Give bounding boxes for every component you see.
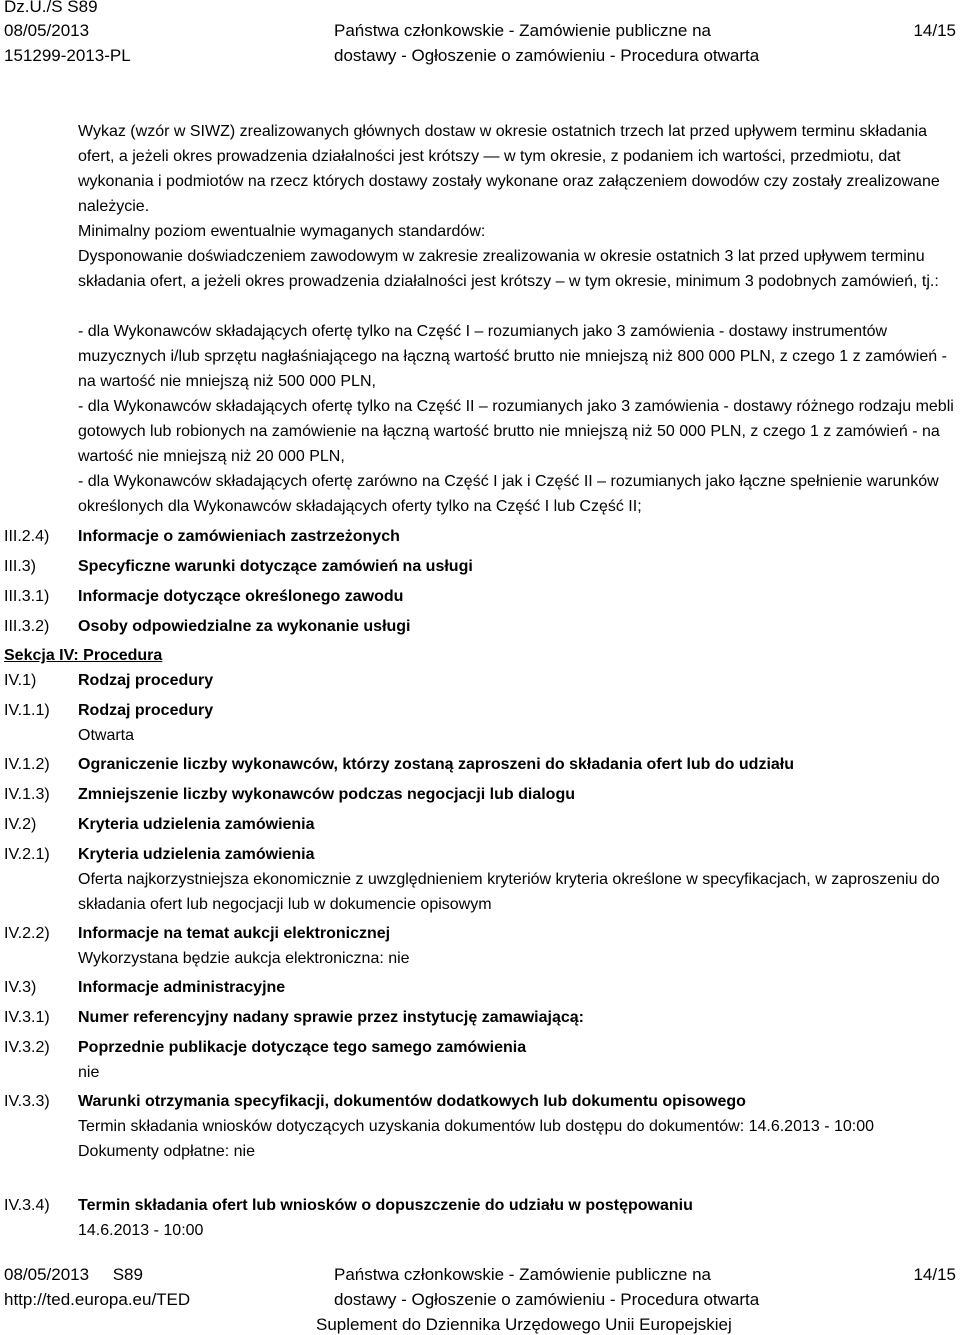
item-value: Termin składania wniosków dotyczących uzyskania dokumentów lub dostępu do dokumentów: 14.6.2013 - 10:00 [78,1118,875,1135]
intro-paragraph-3: Dysponowanie doświadczeniem zawodowym w zakresie zrealizowania w okresie ostatnich 3 lat przed upływem terminu składania ofert, a jeżeli okres prowadzenia działalności jest krótszy – w tym okresie, minimum 3 podobnych zamówień, tj.: [78,248,939,290]
intro-paragraph-5: - dla Wykonawców składających ofertę tylko na Część II – rozumianych jako 3 zamówienia - dostawy różnego rodzaju mebli gotowych lub robionych na zamówienie na łączną wartość brutto nie mniejszą niż 50 000 PLN, z czego 1 z zamówień - na wartość nie mniejszą niż 20 000 PLN, [78,398,954,465]
item-content [78,921,954,971]
intro-paragraph-1: Wykaz (wzór w SIWZ) zrealizowanych głównych dostaw w okresie ostatnich trzech lat przed upływem terminu składania ofert, a jeżeli okres prowadzenia działalności jest krótszy — w tym okresie, z podaniem ich wartości, przedmiotu, dat wykonania i podmiotów na rzecz których dostawy zostały wykonane oraz załączeniem dowodów czy zostały zrealizowane należycie. [78,123,940,215]
header-date: 08/05/2013 [4,21,90,40]
item-title: Termin składania ofert lub wniosków o dopuszczenie do udziału w postępowaniu [78,1197,693,1214]
footer-title-line2: dostawy - Ogłoszenie o zamówieniu - Procedura otwarta [334,1290,760,1309]
item-title: Ograniczenie liczby wykonawców, którzy zostaną zaproszeni do składania ofert lub do udziału [78,756,794,773]
item-content [78,1089,954,1164]
item-title: Rodzaj procedury [78,702,214,719]
intro-paragraph-6: - dla Wykonawców składających ofertę zarówno na Część I jak i Część II – rozumianych jako łączne spełnienie warunków określonych dla Wykonawców składających oferty tylko na Część I lub Część II; [78,473,939,515]
page-header [0,0,960,70]
footer-url[interactable]: http://ted.europa.eu/TED [4,1290,191,1309]
item-number: IV.1) [4,672,37,689]
item-title: Rodzaj procedury [78,672,214,689]
item-value: 14.6.2013 - 10:00 [78,1222,204,1239]
item-title: Osoby odpowiedzialne za wykonanie usługi [78,618,411,635]
item-content [78,1193,954,1243]
item-number: III.3.1) [4,588,50,605]
item-content [78,842,954,917]
item-number: IV.1.2) [4,756,50,773]
item-title: Poprzednie publikacje dotyczące tego samego zamówienia [78,1039,527,1056]
page-footer [0,1262,960,1332]
item-title: Informacje o zamówieniach zastrzeżonych [78,528,400,545]
item-value: Wykorzystana będzie aukcja elektroniczna: nie [78,950,410,967]
intro-paragraph-2: Minimalny poziom ewentualnie wymaganych standardów: [78,223,486,240]
item-number: IV.1.3) [4,786,50,803]
footer-supplement: Suplement do Dziennika Urzędowego Unii Europejskiej [316,1315,732,1334]
item-value: Otwarta [78,727,135,744]
intro-paragraph-4: - dla Wykonawców składających ofertę tylko na Część I – rozumianych jako 3 zamówienia - dostawy instrumentów muzycznych i/lub sprzętu nagłaśniającego na łączną wartość brutto nie mniejszą niż 800 000 PLN, z czego 1 z zamówień - na wartość nie mniejszą niż 500 000 PLN, [78,323,947,390]
header-title-line1: Państwa członkowskie - Zamówienie publiczne na [334,21,712,40]
item-number: IV.2.1) [4,846,50,863]
item-number: III.3.2) [4,618,50,635]
item-value: nie [78,1064,100,1081]
item-title: Warunki otrzymania specyfikacji, dokumentów dodatkowych lub dokumentu opisowego [78,1093,746,1110]
section-heading: Sekcja IV: Procedura [4,647,163,664]
item-number: IV.3.3) [4,1093,50,1110]
footer-page-number: 14/15 [913,1265,956,1284]
notice-number: 151299-2013-PL [4,46,131,65]
item-number: IV.1.1) [4,702,50,719]
item-title: Informacje na temat aukcji elektronicznej [78,925,391,942]
item-number: IV.2.2) [4,925,50,942]
item-content [78,1035,954,1085]
item-title: Zmniejszenie liczby wykonawców podczas negocjacji lub dialogu [78,786,575,803]
item-content [78,698,954,748]
item-number: IV.3.1) [4,1009,50,1026]
item-value: Oferta najkorzystniejsza ekonomicznie z uwzględnieniem kryteriów kryteria określone w specyfikacjach, w zaproszeniu do składania ofert lub negocjacji lub w dokumencie opisowym [78,871,940,913]
item-value-2: Dokumenty odpłatne: nie [78,1143,255,1160]
item-title: Informacje administracyjne [78,979,286,996]
header-title-line2: dostawy - Ogłoszenie o zamówieniu - Procedura otwarta [334,46,760,65]
footer-title-line1: Państwa członkowskie - Zamówienie publiczne na [334,1265,712,1284]
item-number: IV.2) [4,816,37,833]
item-number: III.2.4) [4,528,50,545]
item-title: Kryteria udzielenia zamówienia [78,846,315,863]
item-title: Kryteria udzielenia zamówienia [78,816,315,833]
item-title: Specyficzne warunki dotyczące zamówień na usługi [78,558,473,575]
footer-date: 08/05/2013 S89 [4,1265,143,1284]
item-title: Numer referencyjny nadany sprawie przez instytucję zamawiającą: [78,1009,584,1026]
journal-ref: Dz.U./S S89 [4,0,98,16]
item-number: IV.3.4) [4,1197,50,1214]
item-number: III.3) [4,558,37,575]
item-title: Informacje dotyczące określonego zawodu [78,588,404,605]
item-number: IV.3.2) [4,1039,50,1056]
item-number: IV.3) [4,979,37,996]
header-page-number: 14/15 [913,21,956,40]
